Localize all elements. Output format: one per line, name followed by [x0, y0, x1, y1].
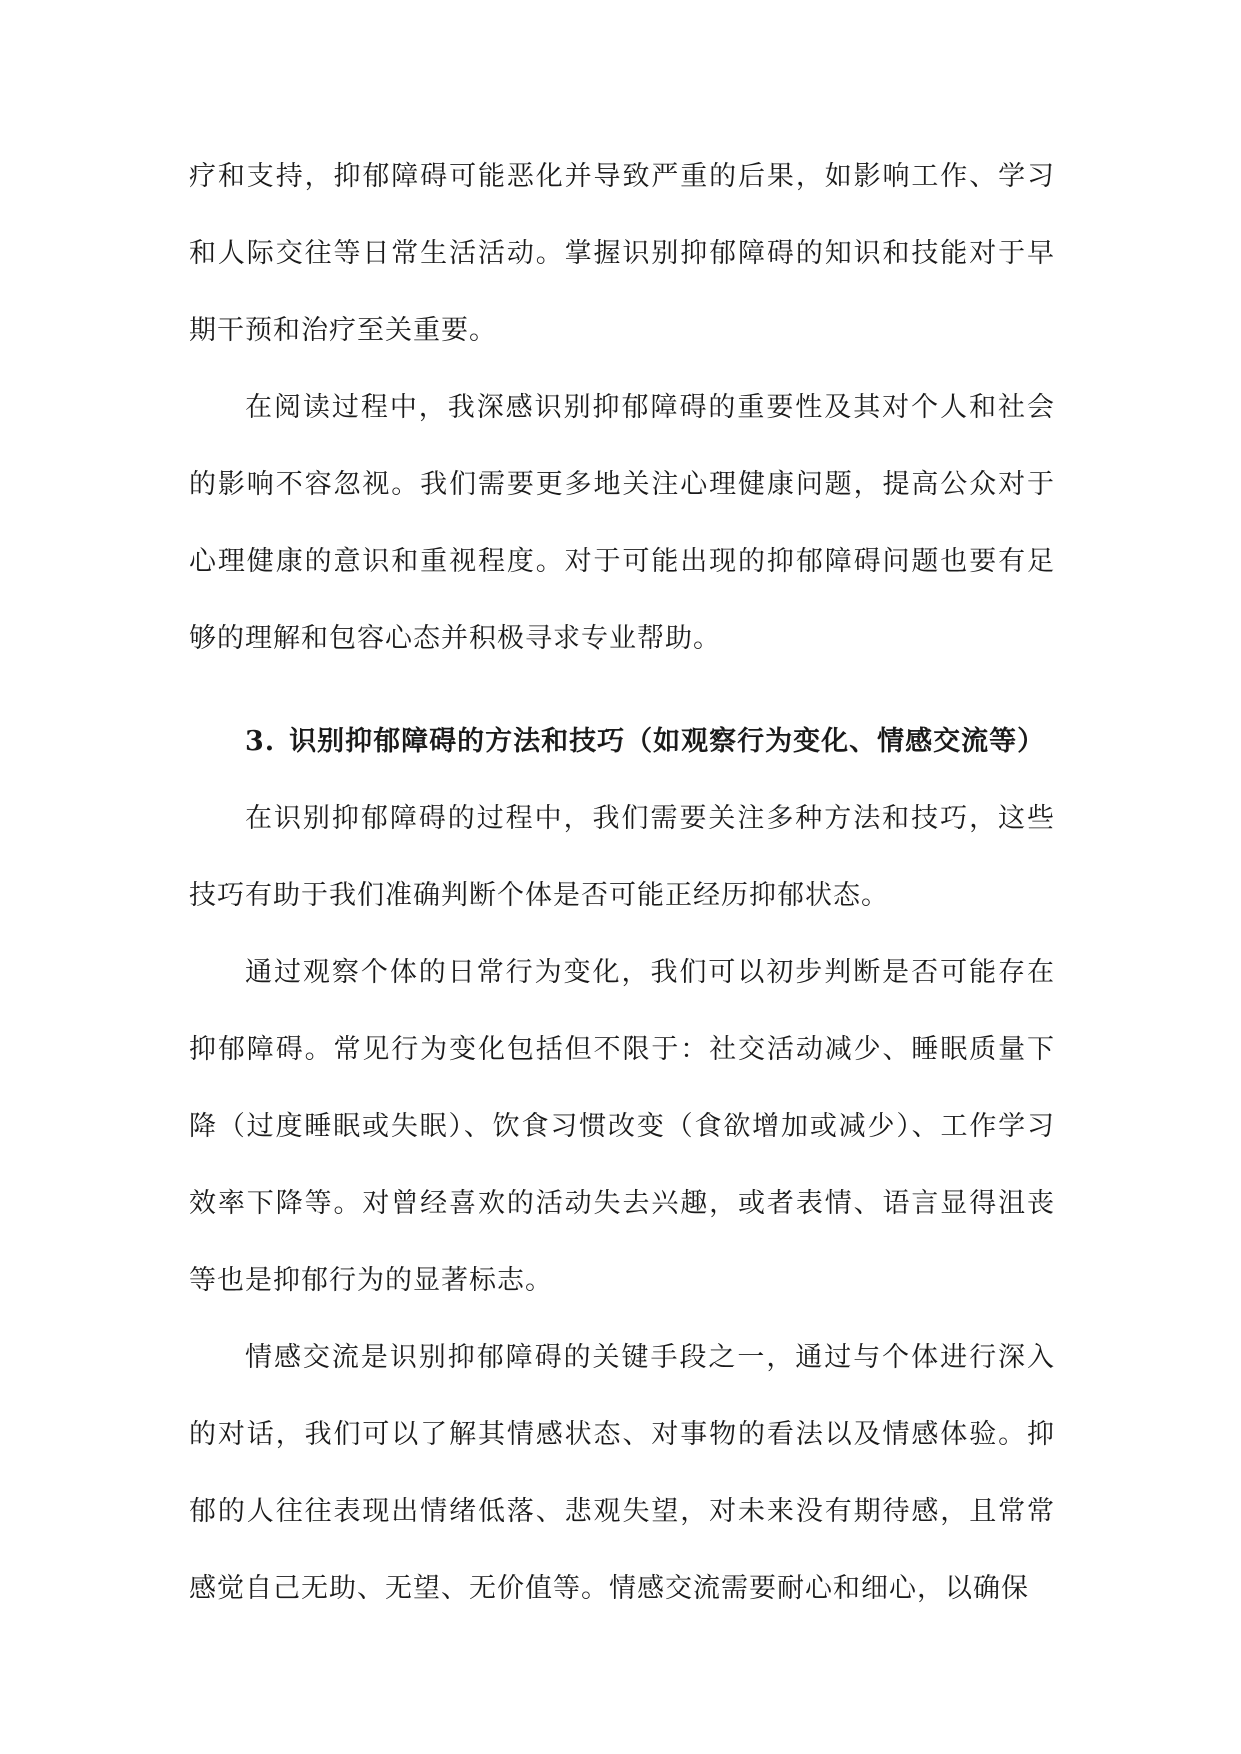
document-body [189, 138, 1055, 1627]
paragraph-continuation: 疗和支持，抑郁障碍可能恶化并导致严重的后果，如影响工作、学习和人际交往等日常生活活动。掌握识别抑郁障碍的知识和技能对于早期干预和治疗至关重要。 [189, 161, 1055, 346]
paragraph-reading-reflection: 在阅读过程中，我深感识别抑郁障碍的重要性及其对个人和社会的影响不容忽视。我们需要更多地关注心理健康问题，提高公众对于心理健康的意识和重视程度。对于可能出现的抑郁障碍问题也要有足够的理解和包容心态并积极寻求专业帮助。 [189, 392, 1055, 654]
section-heading [189, 703, 1055, 780]
paragraph-methods-intro: 在识别抑郁障碍的过程中，我们需要关注多种方法和技巧，这些技巧有助于我们准确判断个体是否可能正经历抑郁状态。 [189, 803, 1055, 911]
paragraph-emotional-communication: 情感交流是识别抑郁障碍的关键手段之一，通过与个体进行深入的对话，我们可以了解其情感状态、对事物的看法以及情感体验。抑郁的人往往表现出情绪低落、悲观失望，对未来没有期待感，且常常感觉自己无助、无望、无价值等。情感交流需要耐心和细心，以确保 [189, 1342, 1055, 1604]
paragraph-behavior-observation: 通过观察个体的日常行为变化，我们可以初步判断是否可能存在抑郁障碍。常见行为变化包括但不限于：社交活动减少、睡眠质量下降（过度睡眠或失眠）、饮食习惯改变（食欲增加或减少）、工作学习效率下降等。对曾经喜欢的活动失去兴趣，或者表情、语言显得沮丧等也是抑郁行为的显著标志。 [189, 957, 1055, 1296]
section-number: 3. [245, 726, 276, 757]
section-title: 识别抑郁障碍的方法和技巧（如观察行为变化、情感交流等） [289, 726, 1046, 757]
